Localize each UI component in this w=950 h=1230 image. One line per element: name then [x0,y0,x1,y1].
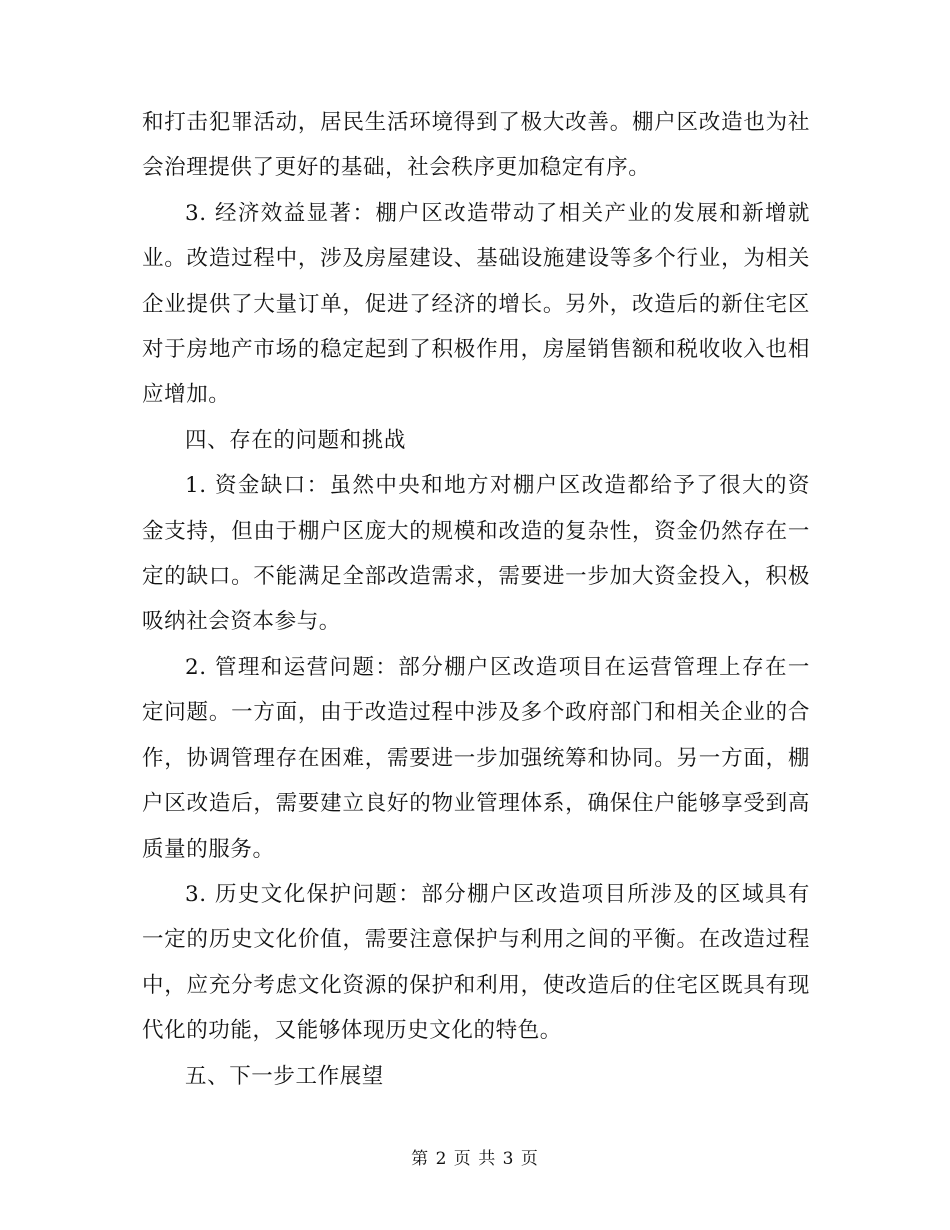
paragraph-economic-benefits: 3. 经济效益显著：棚户区改造带动了相关产业的发展和新增就业。改造过程中，涉及房屋建设、基础设施建设等多个行业，为相关企业提供了大量订单，促进了经济的增长。另外，改造后的新住宅区对于房地产市场的稳定起到了积极作用，房屋销售额和税收收入也相应增加。 [142,200,810,408]
section-heading-outlook: 五、下一步工作展望 [185,1063,384,1089]
paragraph-funding-gap: 1. 资金缺口：虽然中央和地方对棚户区改造都给予了很大的资金支持，但由于棚户区庞大的规模和改造的复杂性，资金仍然存在一定的缺口。不能满足全部改造需求，需要进一步加大资金投入，积极吸纳社会资本参与。 [142,473,810,635]
paragraph-continued: 和打击犯罪活动，居民生活环境得到了极大改善。棚户区改造也为社会治理提供了更好的基础，社会秩序更加稳定有序。 [142,110,810,181]
section-heading-problems: 四、存在的问题和挑战 [185,427,407,453]
paragraph-management-issues: 2. 管理和运营问题：部分棚户区改造项目在运营管理上存在一定问题。一方面，由于改造过程中涉及多个政府部门和相关企业的合作，协调管理存在困难，需要进一步加强统筹和协同。另一方面，棚户区改造后，需要建立良好的物业管理体系，确保住户能够享受到高质量的服务。 [142,654,810,862]
page-number-footer: 第 2 页 共 3 页 [411,1149,539,1169]
paragraph-heritage-protection: 3. 历史文化保护问题：部分棚户区改造项目所涉及的区域具有一定的历史文化价值，需要注意保护与利用之间的平衡。在改造过程中，应充分考虑文化资源的保护和利用，使改造后的住宅区既具有现代化的功能，又能够体现历史文化的特色。 [142,881,810,1044]
document-body [142,100,810,1099]
